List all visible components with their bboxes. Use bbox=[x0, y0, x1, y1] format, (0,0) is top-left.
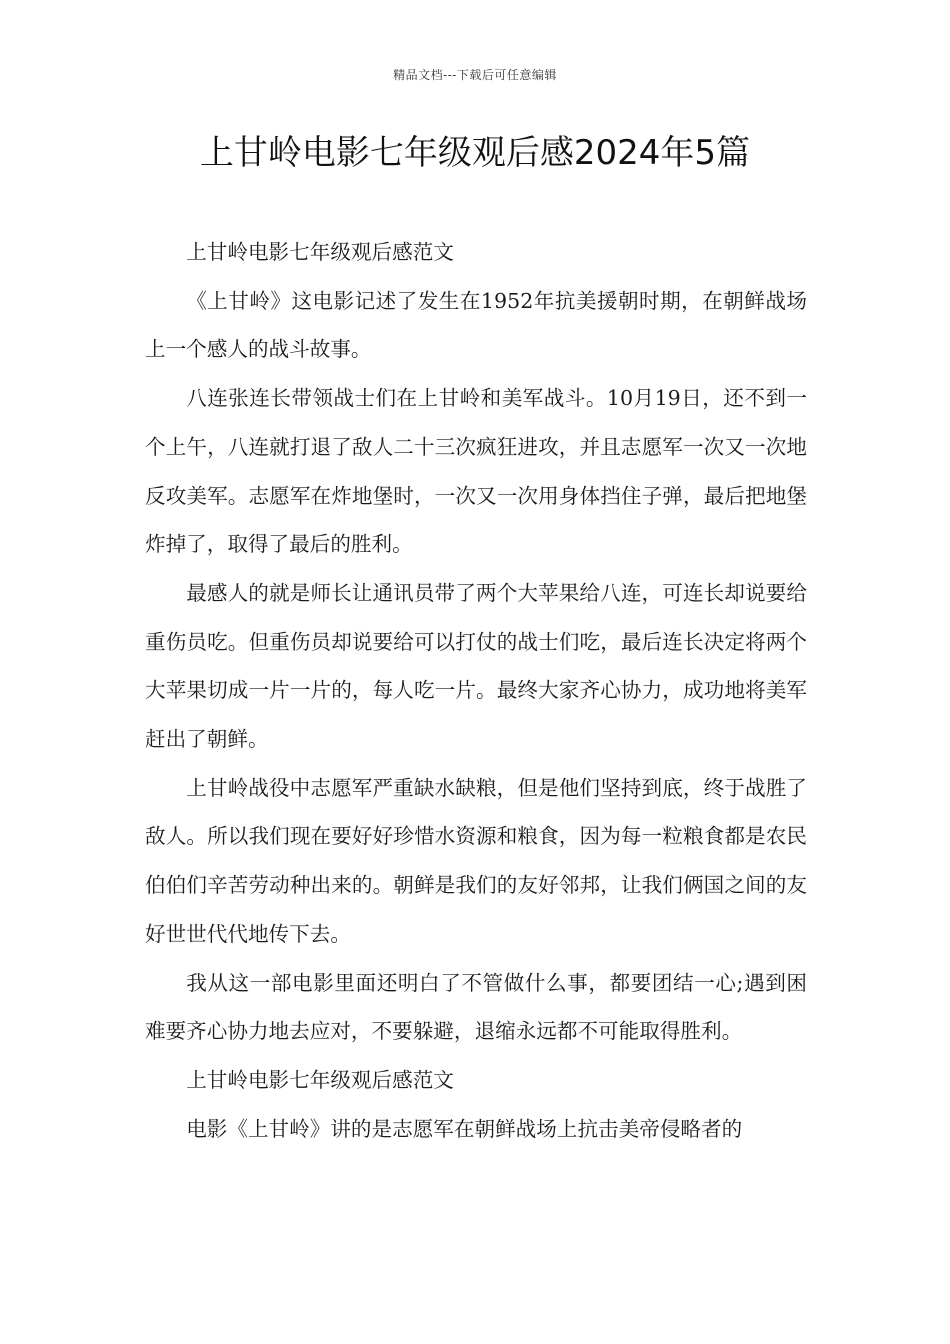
document-body bbox=[145, 228, 807, 1153]
paragraph: 《上甘岭》这电影记述了发生在1952年抗美援朝时期，在朝鲜战场上一个感人的战斗故事。 bbox=[145, 288, 807, 362]
section-heading: 上甘岭电影七年级观后感范文 bbox=[186, 240, 454, 264]
section-heading: 上甘岭电影七年级观后感范文 bbox=[186, 1067, 454, 1092]
paragraph: 最感人的就是师长让通讯员带了两个大苹果给八连，可连长却说要给重伤员吃。但重伤员却说要给可以打仗的战士们吃，最后连长决定将两个大苹果切成一片一片的，每人吃一片。最终大家齐心协力，成功地将美军赶出了朝鲜。 bbox=[145, 580, 807, 752]
paragraph: 上甘岭战役中志愿军严重缺水缺粮，但是他们坚持到底，终于战胜了敌人。所以我们现在要好好珍惜水资源和粮食，因为每一粒粮食都是农民伯伯们辛苦劳动种出来的。朝鲜是我们的友好邻邦，让我们俩国之间的友好世世代代地传下去。 bbox=[145, 775, 807, 946]
paragraph: 八连张连长带领战士们在上甘岭和美军战斗。10月19日，还不到一个上午，八连就打退了敌人二十三次疯狂进攻，并且志愿军一次又一次地反攻美军。志愿军在炸地堡时，一次又一次用身体挡住子弹，最后把地堡炸掉了，取得了最后的胜利。 bbox=[145, 386, 807, 557]
paragraph: 电影《上甘岭》讲的是志愿军在朝鲜战场上抗击美帝侵略者的 bbox=[186, 1116, 743, 1141]
header-note: 精品文档---下载后可任意编辑 bbox=[393, 68, 557, 82]
document-title: 上甘岭电影七年级观后感2024年5篇 bbox=[199, 133, 751, 173]
paragraph: 我从这一部电影里面还明白了不管做什么事，都要团结一心;遇到困难要齐心协力地去应对，不要躲避，退缩永远都不可能取得胜利。 bbox=[145, 970, 807, 1044]
